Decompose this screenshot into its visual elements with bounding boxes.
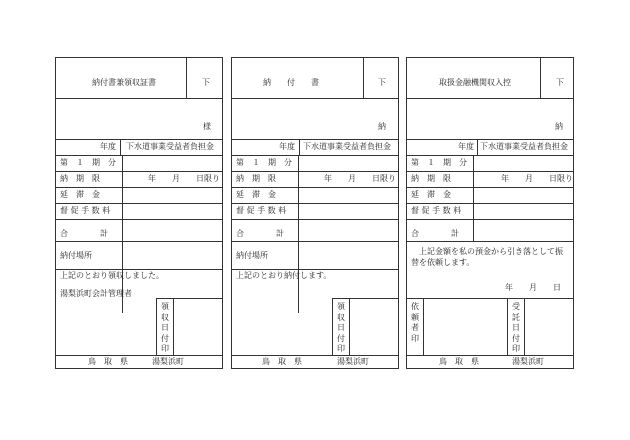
payment-place-label: 納付場所 — [60, 251, 92, 260]
period-label: 第 １ 期 分 — [411, 158, 467, 167]
entrustment-stamp-label: 受託日付印 — [512, 302, 520, 353]
copy-mark: 下 — [378, 78, 386, 87]
due-date-template: 年 月 日限り — [148, 174, 220, 183]
fee-name: 下水道事業受益者負担金 — [480, 142, 568, 151]
receipt-statement: 上記のとおり領収しました。 — [60, 271, 164, 280]
payment-form — [231, 57, 399, 369]
addressee-suffix: 納 — [555, 122, 563, 131]
transfer-request: 上記金額を私の預金から引き落として振替を依頼します。 — [411, 247, 563, 267]
date-line: 年 月 日 — [505, 283, 561, 292]
payment-place-label: 納付場所 — [236, 251, 268, 260]
copy-mark: 下 — [556, 78, 564, 87]
prefecture: 鳥 取 県 — [262, 357, 302, 366]
payment-statement: 上記のとおり納付します。 — [236, 271, 332, 280]
bank-copy-form — [406, 57, 574, 369]
town: 湯梨浜町 — [512, 357, 544, 366]
due-date-label: 納 期 限 — [411, 174, 451, 183]
manager-title: 湯梨浜町会計管理者 — [60, 289, 132, 298]
fee-name: 下水道事業受益者負担金 — [303, 142, 391, 151]
due-date-label: 納 期 限 — [60, 174, 100, 183]
town: 湯梨浜町 — [337, 357, 369, 366]
prefecture: 鳥 取 県 — [88, 357, 128, 366]
form-title: 納付書兼領収証書 — [92, 78, 156, 87]
prefecture: 鳥 取 県 — [439, 357, 479, 366]
receipt-form — [55, 57, 223, 369]
requester-seal-label: 依頼者印 — [411, 302, 419, 343]
addressee-suffix: 様 — [203, 122, 211, 131]
due-date-label: 納 期 限 — [236, 174, 276, 183]
due-date-template: 年 月 日限り — [501, 174, 573, 183]
form-title: 納 付 書 — [263, 78, 319, 87]
fee-name: 下水道事業受益者負担金 — [126, 142, 214, 151]
year-label: 年度 — [100, 142, 116, 151]
addressee-suffix: 納 — [378, 122, 386, 131]
receipt-stamp-label: 領収日付印 — [161, 302, 169, 353]
town: 湯梨浜町 — [152, 357, 184, 366]
form-title: 取扱金融機関収入控 — [439, 78, 511, 87]
reminder-fee-label: 督 促 手 数 料 — [60, 206, 111, 215]
late-fee-label: 延 滞 金 — [236, 190, 276, 199]
reminder-fee-label: 督 促 手 数 料 — [236, 206, 287, 215]
late-fee-label: 延 滞 金 — [411, 190, 451, 199]
total-label: 合 計 — [236, 229, 284, 238]
reminder-fee-label: 督 促 手 数 料 — [411, 206, 462, 215]
period-label: 第 １ 期 分 — [236, 158, 292, 167]
receipt-stamp-label: 領収日付印 — [337, 302, 345, 353]
total-label: 合 計 — [411, 229, 459, 238]
late-fee-label: 延 滞 金 — [60, 190, 100, 199]
year-label: 年度 — [458, 142, 474, 151]
period-label: 第 １ 期 分 — [60, 158, 116, 167]
total-label: 合 計 — [60, 229, 108, 238]
year-label: 年度 — [279, 142, 295, 151]
due-date-template: 年 月 日限り — [324, 174, 396, 183]
copy-mark: 下 — [202, 78, 210, 87]
